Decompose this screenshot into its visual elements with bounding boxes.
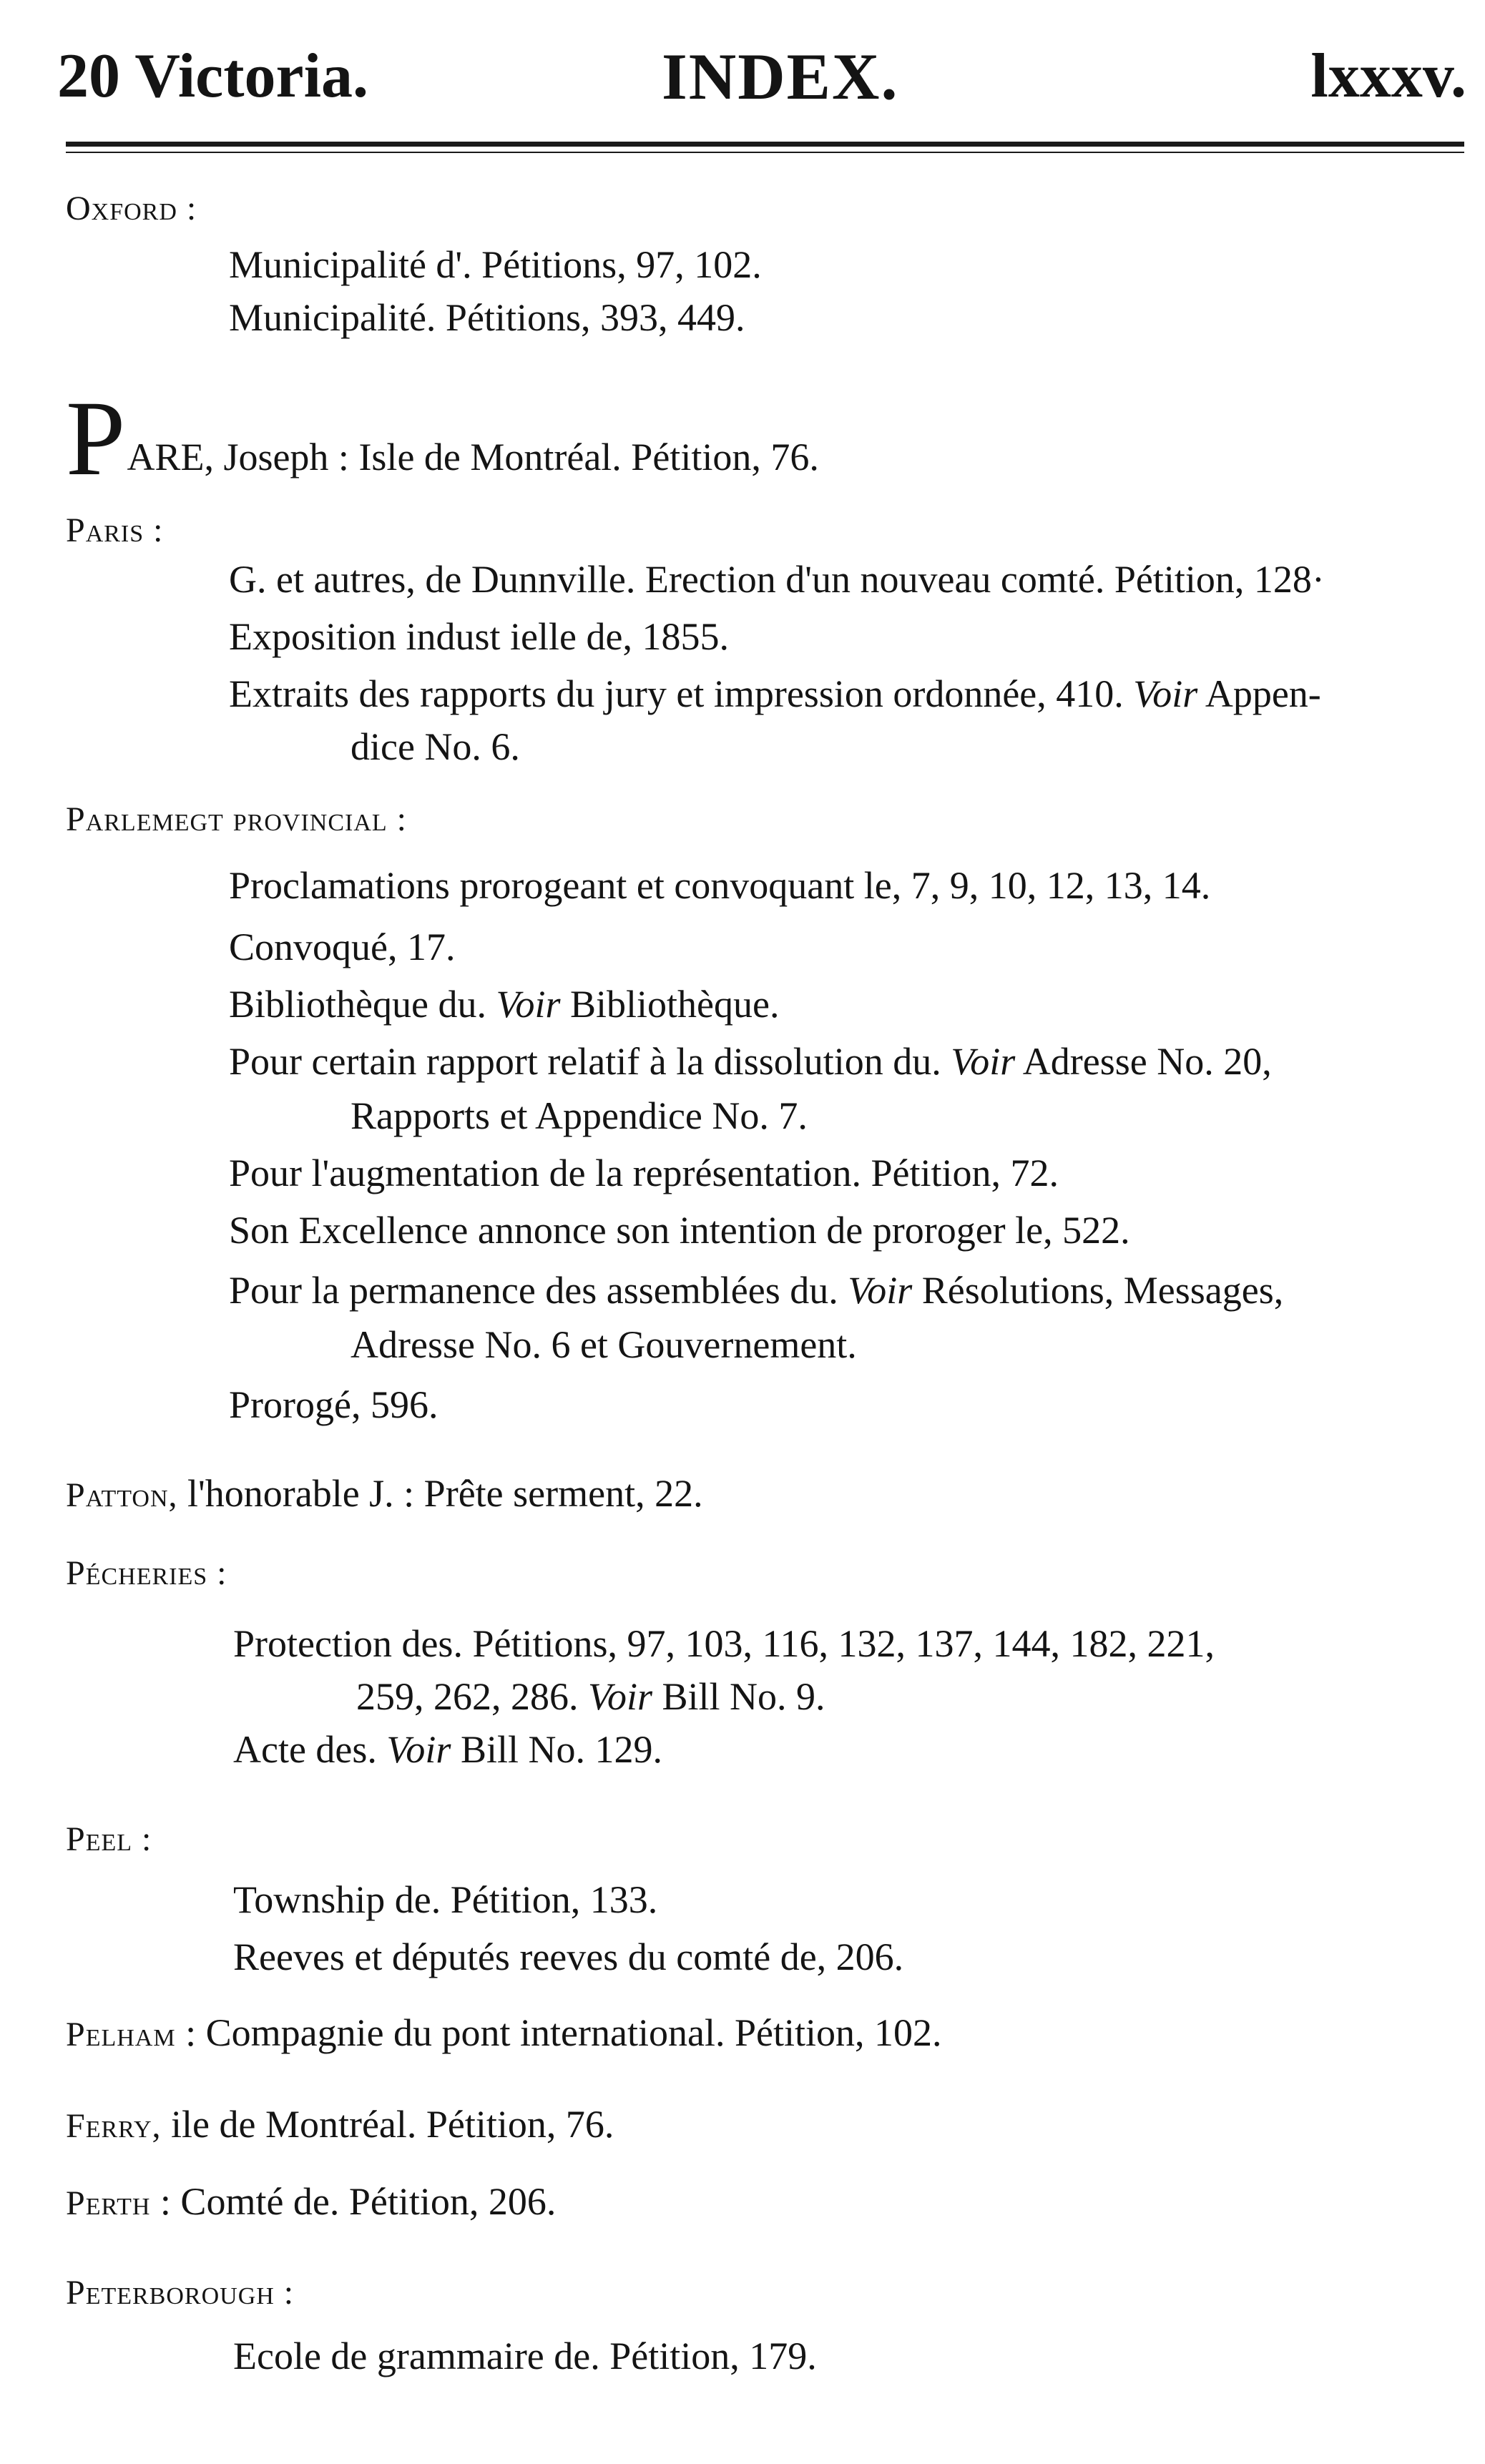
index-line	[229, 669, 1321, 718]
entry-patton	[66, 1469, 703, 1520]
index-text: Acte des.	[233, 1728, 387, 1771]
see-reference: Voir	[386, 1728, 451, 1771]
entry-heading-parlement: Parlemegt provincial :	[66, 800, 408, 838]
index-line: Municipalité. Pétitions, 393, 449.	[229, 296, 745, 339]
entry-heading-patton: Patton,	[66, 1476, 178, 1514]
index-text: Bill No. 9.	[652, 1675, 825, 1718]
entry-heading-ferry: Ferry,	[66, 2107, 162, 2145]
see-reference: Voir	[588, 1675, 653, 1718]
see-reference: Voir	[496, 983, 561, 1026]
entry-heading-paris: Paris :	[66, 511, 164, 549]
index-text: Bill No. 129.	[451, 1728, 662, 1771]
entry-heading-pelham: Pelham	[66, 2016, 176, 2053]
index-text: Pour certain rapport relatif à la dissolution du.	[229, 1040, 951, 1083]
index-line: Proclamations prorogeant et convoquant le, 7, 9, 10, 12, 13, 14.	[229, 864, 1211, 907]
entry-text: : Compagnie du pont international. Pétition, 102.	[175, 2011, 942, 2054]
index-line: Exposition indust ielle de, 1855.	[229, 615, 729, 658]
entry-text: : Comté de. Pétition, 206.	[150, 2180, 557, 2223]
entry-pare	[66, 379, 819, 498]
entry-ferry	[66, 2100, 614, 2151]
index-text: 259, 262, 286.	[356, 1675, 588, 1718]
index-line	[229, 980, 779, 1029]
entry-text: l'honorable J. : Prête serment, 22.	[177, 1472, 703, 1515]
index-text: Extraits des rapports du jury et impression ordonnée, 410.	[229, 672, 1134, 715]
index-line: Municipalité d'. Pétitions, 97, 102.	[229, 243, 762, 286]
entry-heading-oxford: Oxford :	[66, 190, 197, 227]
index-line	[233, 1725, 662, 1774]
index-text: Appen-	[1197, 672, 1321, 715]
page-number: lxxxv.	[1310, 41, 1466, 111]
index-line: Prorogé, 596.	[229, 1383, 438, 1426]
index-text: Adresse No. 20,	[1015, 1040, 1272, 1083]
drop-cap: P	[66, 379, 126, 498]
entry-pelham	[66, 2008, 941, 2059]
entry-text: ARE, Joseph : Isle de Montréal. Pétition, 76.	[127, 436, 819, 478]
entry-heading-peterborough: Peterborough :	[66, 2274, 295, 2312]
entry-heading-perth: Perth	[66, 2184, 151, 2222]
entry-heading-pecheries: Pécheries :	[66, 1554, 227, 1592]
see-reference: Voir	[1133, 672, 1198, 715]
index-line: G. et autres, de Dunnville. Erection d'un nouveau comté. Pétition, 128·	[229, 558, 1325, 601]
index-text: Bibliothèque du.	[229, 983, 496, 1026]
entry-text: ile de Montréal. Pétition, 76.	[161, 2103, 614, 2146]
volume-label: 20 Victoria.	[57, 41, 369, 111]
page-header	[57, 37, 1466, 116]
index-line: Reeves et députés reeves du comté de, 206.	[233, 1935, 904, 1978]
index-line	[229, 1037, 1272, 1086]
header-rule-thin	[66, 152, 1464, 153]
index-line-continuation: Adresse No. 6 et Gouvernement.	[351, 1323, 857, 1366]
index-line-continuation: Rapports et Appendice No. 7.	[351, 1094, 808, 1137]
index-line: Ecole de grammaire de. Pétition, 179.	[233, 2335, 817, 2377]
index-line: Township de. Pétition, 133.	[233, 1878, 658, 1921]
index-text: Résolutions, Messages,	[912, 1269, 1284, 1312]
index-line-continuation: dice No. 6.	[351, 725, 520, 768]
index-line: Son Excellence annonce son intention de proroger le, 522.	[229, 1209, 1130, 1252]
entry-heading-peel: Peel :	[66, 1820, 152, 1858]
index-text: Bibliothèque.	[560, 983, 780, 1026]
page-title: INDEX.	[662, 40, 899, 113]
see-reference: Voir	[951, 1040, 1016, 1083]
index-line	[229, 1266, 1283, 1315]
entry-perth	[66, 2177, 556, 2228]
see-reference: Voir	[848, 1269, 913, 1312]
index-text: Pour la permanence des assemblées du.	[229, 1269, 848, 1312]
index-line-continuation	[356, 1672, 825, 1721]
index-line: Convoqué, 17.	[229, 926, 456, 968]
index-line: Protection des. Pétitions, 97, 103, 116, 132, 137, 144, 182, 221,	[233, 1622, 1215, 1665]
index-line: Pour l'augmentation de la représentation. Pétition, 72.	[229, 1152, 1059, 1194]
header-rule	[66, 142, 1464, 147]
